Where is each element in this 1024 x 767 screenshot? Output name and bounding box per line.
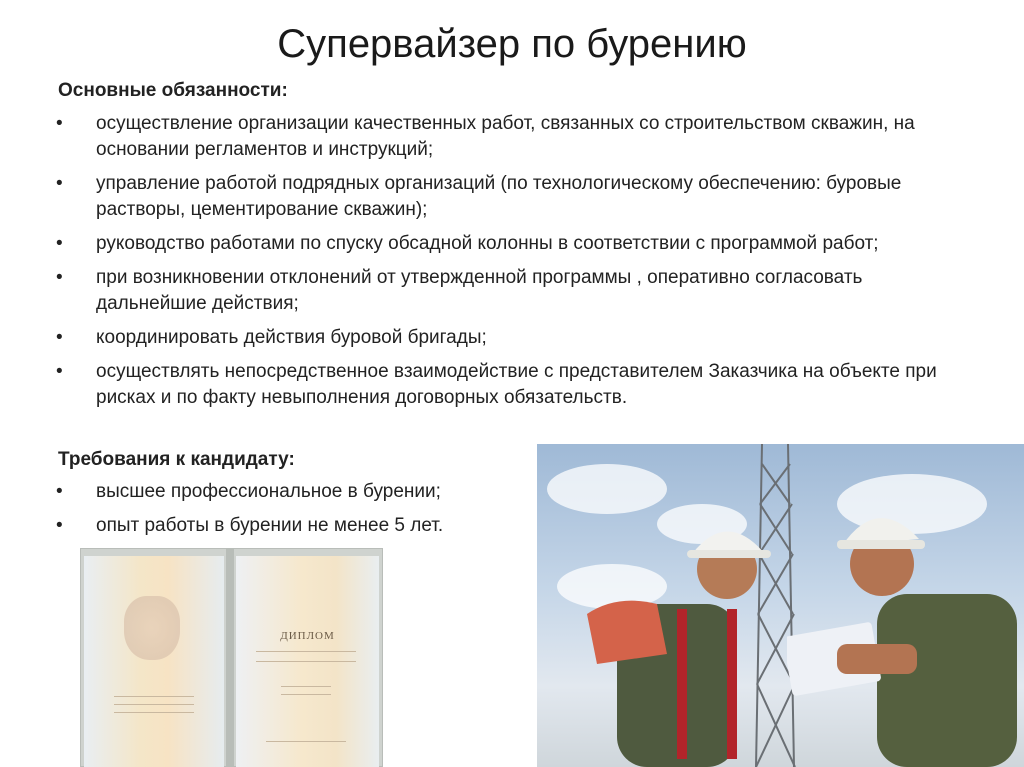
bullet-glyph: •: [56, 515, 63, 536]
list-item: [56, 479, 536, 505]
bullet-glyph: •: [56, 113, 63, 134]
list-item-text: координировать действия буровой бригады;: [96, 327, 487, 348]
diploma-right-page: [236, 556, 379, 767]
bullet-glyph: •: [56, 481, 63, 502]
list-item-text: управление работой подрядных организаций (по технологическому обеспечению: буровые растворы, цементирование скважин);: [96, 173, 902, 220]
list-item: [56, 513, 536, 539]
diploma-spine: [226, 548, 234, 767]
requirements-list: [56, 479, 536, 547]
diploma-word: ДИПЛОМ: [280, 630, 335, 642]
list-item-text: осуществление организации качественных работ, связанных со строительством скважин, на основании регламентов и инструкций;: [96, 113, 915, 160]
list-item-text: высшее профессиональное в бурении;: [96, 481, 441, 502]
bullet-glyph: •: [56, 267, 63, 288]
bullet-glyph: •: [56, 173, 63, 194]
worker-left-figure: [577, 514, 777, 767]
list-item-text: осуществлять непосредственное взаимодействие с представителем Заказчика на объекте при рисках и по факту невыполнения договорных обязательств.: [96, 361, 937, 408]
drilling-site-photo: [537, 444, 1024, 767]
diploma-left-page: [84, 556, 224, 767]
duties-heading: Основные обязанности:: [58, 80, 288, 101]
list-item-text: при возникновении отклонений от утвержденной программы , оперативно согласовать дальнейшие действия;: [96, 267, 863, 314]
requirements-heading: Требования к кандидату:: [58, 449, 295, 470]
list-item: [56, 111, 976, 163]
list-item-text: опыт работы в бурении не менее 5 лет.: [96, 515, 444, 536]
coat-of-arms-icon: [124, 596, 180, 660]
bullet-glyph: •: [56, 233, 63, 254]
duties-list: [56, 111, 976, 419]
list-item-text: руководство работами по спуску обсадной колонны в соответствии с программой работ;: [96, 233, 879, 254]
list-item: [56, 359, 976, 411]
list-item: [56, 231, 976, 257]
bullet-glyph: •: [56, 361, 63, 382]
list-item: [56, 325, 976, 351]
list-item: [56, 171, 976, 223]
list-item: [56, 265, 976, 317]
worker-right-figure: [787, 484, 1024, 767]
bullet-glyph: •: [56, 327, 63, 348]
diploma-image: [80, 548, 383, 767]
slide-title: Супервайзер по бурению: [277, 22, 747, 66]
